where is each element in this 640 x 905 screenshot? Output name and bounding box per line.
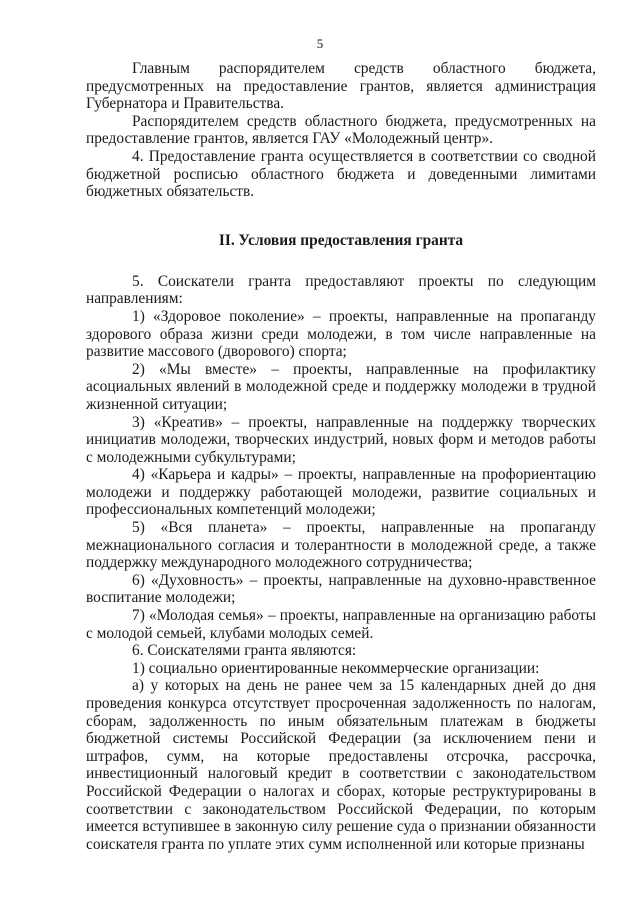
page-number: 5 (316, 36, 324, 51)
paragraph: 5. Соискатели гранта предоставляют проекты по следующим направлениям: (86, 272, 596, 308)
list-item: 1) «Здоровое поколение» – проекты, направленные на пропаганду здорового образа жизни среди молодежи, в том числе направленные на развитие массового (дворового) спорта; (86, 307, 596, 361)
list-item: 4) «Карьера и кадры» – проекты, направленные на профориентацию молодежи и поддержку работающей молодежи, развитие социальных и профессиональных компетенций молодежи; (86, 466, 596, 519)
list-item: 3) «Креатив» – проекты, направленные на поддержку творческих инициатив молодежи, творческих индустрий, новых форм и методов работы с молодежными субкультурами; (86, 413, 596, 466)
paragraph: Распорядителем средств областного бюджета, предусмотренных на предоставление грантов, является ГАУ «Молодежный центр». (86, 112, 596, 148)
intro-paragraphs (86, 60, 596, 201)
paragraph: 6. Соискателями гранта являются: (132, 642, 357, 660)
list-item: 5) «Вся планета» – проекты, направленные на пропаганду межнационального согласия и толерантности в молодежной среде, а также поддержку международного молодежного сотрудничества; (86, 519, 596, 572)
section-paragraphs (86, 273, 596, 854)
list-item: 6) «Духовность» – проекты, направленные на духовно-нравственное воспитание молодежи; (86, 571, 596, 607)
list-item: 2) «Мы вместе» – проекты, направленные на профилактику асоциальных явлений в молодежной среде и поддержку молодежи в трудной жизненной ситуации; (86, 360, 596, 413)
document-body (86, 60, 596, 853)
list-item: 7) «Молодая семья» – проекты, направленные на организацию работы с молодой семьей, клубами молодых семей. (86, 607, 596, 642)
paragraph: Главным распорядителем средств областного бюджета, предусмотренных на предоставление грантов, является администрация Губернатора и Правительства. (86, 60, 596, 113)
paragraph: 4. Предоставление гранта осуществляется в соответствии со сводной бюджетной росписью областного бюджета и доведенными лимитами бюджетных обязательств. (86, 147, 596, 201)
section-heading: II. Условия предоставления гранта (218, 231, 464, 249)
list-item: а) у которых на день не ранее чем за 15 календарных дней до дня проведения конкурса отсутствует просроченная задолженность по налогам, сборам, задолженность по иным обязательным платежам в бюджеты бюджетной системы Российской Федерации (за исключением пени и штрафов, сумм, на которые предоставлены отсрочка, рассрочка, инвестиционный налоговый кредит в соответствии с законодательством Российской Федерации о налогах и сборах, которые реструктурированы в соответствии с законодательством Российской Федерации, по которым имеется вступившее в законную силу решение суда о признании обязанности соискателя гранта по уплате этих сумм исполненной или которые признаны (86, 677, 596, 853)
list-item: 1) социально ориентированные некоммерческие организации: (132, 659, 540, 677)
